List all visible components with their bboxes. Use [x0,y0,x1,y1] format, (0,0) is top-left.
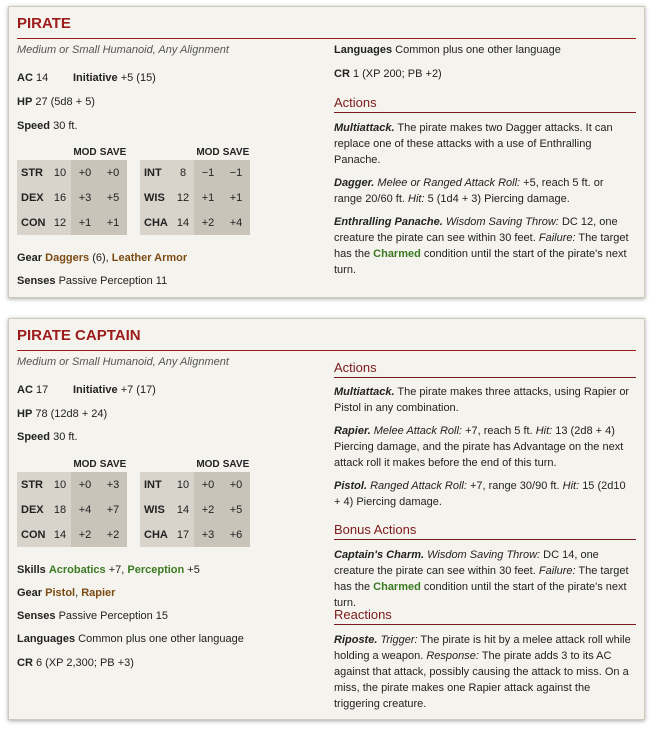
ac-value: 14 [35,72,49,84]
statblock-pirate-captain [8,318,645,720]
ability-table-mental [140,145,250,235]
condition-link-charmed[interactable]: Charmed [373,581,421,593]
action-name: Pistol. [334,480,368,492]
action-name: Multiattack. [334,386,395,398]
ability-mod: +2 [194,210,222,235]
attack-text: +7, reach 5 ft. [465,425,533,437]
ability-name: STR [17,160,49,185]
hp-label: HP [17,408,33,420]
challenge-line [334,68,442,80]
ability-row [17,210,127,235]
save-text: DC 14, one creature the pirate can see within 30 feet. [334,549,599,577]
ability-save: +2 [99,522,127,547]
action-name: Captain's Charm. [334,549,425,561]
speed-line [17,431,78,443]
initiative-label: Initiative [73,384,118,396]
action-name: Rapier. [334,425,371,437]
ability-row [140,185,250,210]
bonus-action-captains-charm [334,547,634,611]
ability-row [140,210,250,235]
attack-type: Melee or Ranged Attack Roll: [377,177,521,189]
gear-line [17,252,187,264]
ability-score: 10 [49,160,71,185]
languages-line [334,44,561,56]
action-name: Enthralling Panache. [334,216,443,228]
ability-mod: −1 [194,160,222,185]
senses-label: Senses [17,275,56,287]
ability-name: CHA [140,522,172,547]
failure-label: Failure: [538,565,576,577]
response-label: Response: [426,650,479,662]
skill-link-acrobatics[interactable]: Acrobatics [48,564,106,576]
gear-link-pistol[interactable]: Pistol [45,587,76,599]
ability-save: −1 [222,160,250,185]
languages-label: Languages [17,633,76,645]
hp-value: 27 (5d8 + 5) [35,96,95,108]
action-name: Dagger. [334,177,375,189]
damage-text: 15 (2d10 + 4) Piercing damage. [334,480,626,508]
reactions-heading: Reactions [334,607,636,625]
languages-value: Common plus one other language [78,633,244,645]
ability-row [140,522,250,547]
skill-link-perception[interactable]: Perception [127,564,185,576]
ability-mod: +1 [194,185,222,210]
failure-text: The target has the [334,232,629,260]
speed-label: Speed [17,431,51,443]
initiative-value: +5 (15) [120,72,156,84]
ability-row [140,160,250,185]
initiative-line [73,384,156,396]
ability-mod: +2 [71,522,99,547]
statblock-title: PIRATE [17,15,71,32]
ability-table-mental [140,457,250,547]
ability-row [17,522,127,547]
save-text: DC 12, one creature the pirate can see within 30 feet. [334,216,618,244]
initiative-line [73,72,156,84]
senses-line [17,275,167,287]
gear-link-daggers[interactable]: Daggers [45,252,90,264]
ability-mod: +3 [71,185,99,210]
hit-points-line [17,96,95,108]
ability-table-physical [17,145,127,235]
failure-text-end: condition until the start of the pirate's next turn. [334,581,627,609]
ability-name: INT [140,472,172,497]
initiative-value: +7 (17) [120,384,156,396]
ability-name: CHA [140,210,172,235]
senses-value: Passive Perception 11 [58,275,168,287]
ability-save: +7 [99,497,127,522]
attack-text: +5, reach 5 ft. or range 20/60 ft. [334,177,604,205]
response-text: The pirate adds 3 to its AC against that attack, possibly causing the attack to miss. On a miss, the pirate makes one Rapier attack against the triggering creature. [334,650,629,710]
ability-mod: +0 [71,160,99,185]
ability-row [17,185,127,210]
ability-save: +0 [99,160,127,185]
ability-name: STR [17,472,49,497]
ability-mod: +4 [71,497,99,522]
ability-name: DEX [17,497,49,522]
armor-class-line [17,72,48,84]
ability-name: CON [17,210,49,235]
ac-label: AC [17,384,33,396]
gear-quantity: (6), [89,252,112,264]
speed-line [17,120,78,132]
title-divider [17,38,636,39]
actions-heading: Actions [334,360,636,378]
condition-link-charmed[interactable]: Charmed [373,248,421,260]
ability-save: +0 [222,472,250,497]
ability-mod: +2 [194,497,222,522]
skill-value: +7, [105,564,128,576]
ability-row [17,472,127,497]
senses-line [17,610,168,622]
cr-label: CR [334,68,350,80]
languages-value: Common plus one other language [395,44,561,56]
ability-table-physical [17,457,127,547]
ability-mod: +0 [71,472,99,497]
ability-save: +6 [222,522,250,547]
ability-mod: +3 [194,522,222,547]
ability-row [17,497,127,522]
gear-link-leather-armor[interactable]: Leather Armor [111,252,188,264]
gear-link-rapier[interactable]: Rapier [81,587,116,599]
ability-mod: +0 [194,472,222,497]
title-divider [17,350,636,351]
hit-label: Hit: [408,193,425,205]
hp-label: HP [17,96,33,108]
ability-save: +1 [222,185,250,210]
action-pistol [334,478,634,510]
ability-score: 14 [172,497,194,522]
ability-score: 10 [49,472,71,497]
mod-header: MOD [73,147,97,158]
attack-text: +7, range 30/90 ft. [469,480,560,492]
hit-label: Hit: [535,425,553,437]
skills-line [17,564,200,576]
ability-save: +5 [99,185,127,210]
save-header: SAVE [99,147,127,158]
ability-score: 10 [172,472,194,497]
languages-line [17,633,244,645]
failure-label: Failure: [538,232,576,244]
challenge-line [17,657,134,669]
ability-score: 16 [49,185,71,210]
gear-label: Gear [17,587,43,599]
actions-heading: Actions [334,95,636,113]
ability-row [140,497,250,522]
mod-header: MOD [196,459,220,470]
failure-text-end: condition until the start of the pirate's next turn. [334,248,627,276]
ability-mod: +1 [71,210,99,235]
ability-name: CON [17,522,49,547]
armor-class-line [17,384,48,396]
trigger-label: Trigger: [380,634,418,646]
attack-type: Ranged Attack Roll: [370,480,467,492]
ability-score: 14 [172,210,194,235]
skills-label: Skills [17,564,46,576]
hit-points-line [17,408,107,420]
action-text: The pirate makes three attacks, using Rapier or Pistol in any combination. [334,386,630,414]
reaction-riposte [334,632,634,712]
action-text: The pirate makes two Dagger attacks. It can replace one of these attacks with a use of Enthralling Panache. [334,122,613,166]
mod-header: MOD [196,147,220,158]
action-name: Multiattack. [334,122,395,134]
attack-type: Melee Attack Roll: [373,425,462,437]
speed-label: Speed [17,120,51,132]
senses-value: Passive Perception 15 [58,610,169,622]
initiative-label: Initiative [73,72,118,84]
ac-value: 17 [35,384,49,396]
save-type: Wisdom Saving Throw: [445,216,559,228]
bonus-actions-heading: Bonus Actions [334,522,636,540]
gear-separator: , [75,587,82,599]
save-type: Wisdom Saving Throw: [427,549,541,561]
ability-score: 8 [172,160,194,185]
ac-label: AC [17,72,33,84]
ability-save: +1 [99,210,127,235]
cr-value: 1 (XP 200; PB +2) [352,68,442,80]
speed-value: 30 ft. [53,431,78,443]
action-multiattack [334,120,634,168]
hit-label: Hit: [562,480,580,492]
creature-type: Medium or Small Humanoid, Any Alignment [17,44,229,56]
creature-type: Medium or Small Humanoid, Any Alignment [17,356,229,368]
failure-text: The target has the [334,565,629,593]
statblock-pirate [8,6,645,298]
damage-text: 5 (1d4 + 3) Piercing damage. [427,193,570,205]
speed-value: 30 ft. [53,120,78,132]
ability-name: DEX [17,185,49,210]
action-rapier [334,423,634,471]
hp-value: 78 (12d8 + 24) [35,408,108,420]
statblock-title: PIRATE CAPTAIN [17,327,141,344]
action-name: Riposte. [334,634,378,646]
gear-label: Gear [17,252,43,264]
save-header: SAVE [222,147,250,158]
ability-save: +3 [99,472,127,497]
ability-score: 18 [49,497,71,522]
ability-row [17,160,127,185]
cr-value: 6 (XP 2,300; PB +3) [35,657,134,669]
save-header: SAVE [222,459,250,470]
ability-score: 17 [172,522,194,547]
ability-name: INT [140,160,172,185]
skill-value: +5 [184,564,200,576]
action-enthralling-panache [334,214,634,278]
senses-label: Senses [17,610,56,622]
damage-text: 13 (2d8 + 4) Piercing damage, and the pirate has Advantage on the next attack roll it makes before the end of this turn. [334,425,624,469]
ability-score: 14 [49,522,71,547]
trigger-text: The pirate is hit by a melee attack roll while holding a weapon. [334,634,631,662]
ability-name: WIS [140,185,172,210]
gear-line [17,587,115,599]
ability-row [140,472,250,497]
ability-score: 12 [49,210,71,235]
action-dagger [334,175,634,207]
mod-header: MOD [73,459,97,470]
action-multiattack [334,384,634,416]
ability-save: +5 [222,497,250,522]
cr-label: CR [17,657,33,669]
ability-name: WIS [140,497,172,522]
ability-score: 12 [172,185,194,210]
languages-label: Languages [334,44,393,56]
ability-save: +4 [222,210,250,235]
save-header: SAVE [99,459,127,470]
